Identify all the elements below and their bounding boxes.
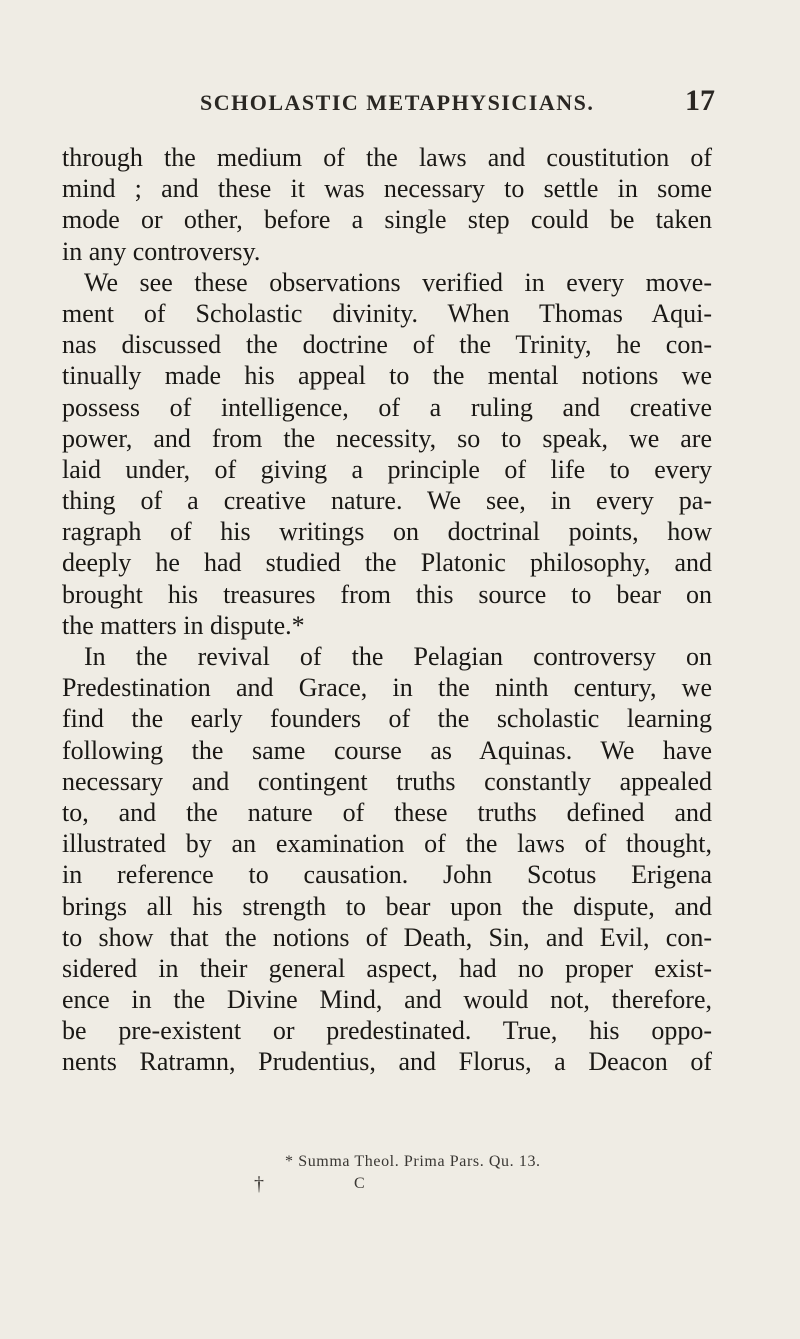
text-line: ence in the Divine Mind, and would not, therefore, [62,985,712,1015]
text-line: nas discussed the doctrine of the Trinity, he con- [62,330,712,360]
signature-mark: C [354,1175,365,1192]
text-line: mind ; and these it was necessary to settle in some [62,174,712,204]
dagger-mark: † [254,1173,264,1195]
text-line: In the revival of the Pelagian controversy on [84,642,712,671]
text-line: thing of a creative nature. We see, in every pa- [62,486,712,516]
page-number: 17 [685,84,715,117]
text-line: to show that the notions of Death, Sin, and Evil, con- [62,922,712,952]
text-line: to, and the nature of these truths defined and [62,797,712,827]
footnote-text: * Summa Theol. Prima Pars. Qu. 13. [285,1153,541,1170]
text-line: brought his treasures from this source to bear on [62,579,712,609]
text-line: the matters in dispute.* [62,610,305,640]
text-line: ment of Scholastic divinity. When Thomas Aqui- [62,298,712,328]
text-line: sidered in their general aspect, had no proper exist- [62,953,712,983]
text-line: brings all his strength to bear upon the dispute, and [62,891,712,921]
text-line: necessary and contingent truths constantly appealed [62,766,712,796]
text-line: mode or other, before a single step could be taken [62,205,712,235]
running-title: SCHOLASTIC METAPHYSICIANS. [200,90,595,115]
text-line: possess of intelligence, of a ruling and creative [62,392,712,422]
text-line: deeply he had studied the Platonic philosophy, and [62,548,712,578]
text-line: following the same course as Aquinas. We have [62,735,712,765]
body-text [62,142,712,1078]
text-line: nents Ratramn, Prudentius, and Florus, a Deacon of [62,1047,712,1077]
text-line: in any controversy. [62,236,261,266]
text-line: Predestination and Grace, in the ninth century, we [62,673,712,703]
text-line: power, and from the necessity, so to speak, we are [62,423,712,453]
text-line: in reference to causation. John Scotus Erigena [62,860,712,890]
running-header [200,84,715,130]
text-line: tinually made his appeal to the mental notions we [62,361,712,391]
text-line: We see these observations verified in every move- [84,267,712,297]
text-line: be pre-existent or predestinated. True, his oppo- [62,1016,712,1046]
text-line: find the early founders of the scholastic learning [62,704,712,734]
text-line: through the medium of the laws and coustitution of [62,143,712,172]
text-line: laid under, of giving a principle of life to every [62,454,712,484]
text-line: illustrated by an examination of the laws of thought, [62,829,712,859]
text-line: ragraph of his writings on doctrinal points, how [62,517,712,547]
